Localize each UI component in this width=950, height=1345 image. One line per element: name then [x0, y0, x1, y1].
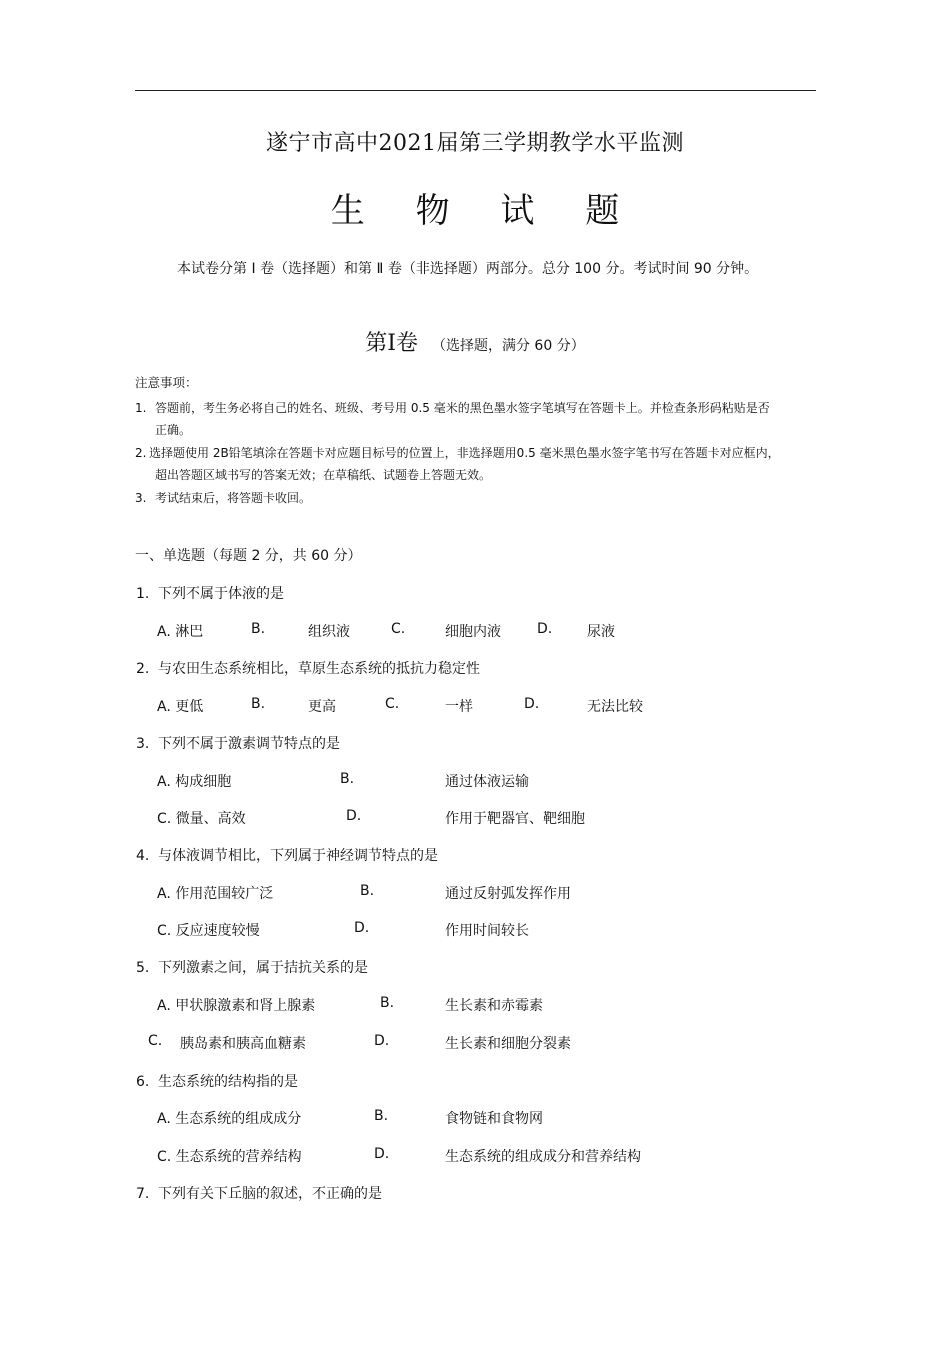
section1-heading: 一、单选题（每题 2 分，共 60 分） [135, 548, 362, 564]
note-text: 选择题使用 2B铅笔填涂在答题卡对应题目标号的位置上，非选择题用0.5 毫米黑色墨水签字笔书写在答题卡对应框内， [149, 446, 780, 460]
question-stem: 下列激素之间，属于拮抗关系的是 [158, 960, 368, 976]
part1-title [0, 326, 950, 357]
question-3: 3. 下列不属于激素调节特点的是 [136, 736, 340, 752]
school-title: 遂宁市高中2021届第三学期教学水平监测 [266, 131, 684, 156]
question-stem: 下列不属于激素调节特点的是 [158, 736, 340, 752]
note-text: 答题前，考生务必将自己的姓名、班级、考号用 0.5 毫米的黑色墨水签字笔填写在答题卡上。并检查条形码粘贴是否 [155, 401, 770, 415]
option-4a[interactable]: A. 作用范围较广泛 [157, 886, 274, 902]
part1-title-main: 第Ⅰ卷 [365, 331, 418, 356]
option-5d-text: 生长素和细胞分裂素 [445, 1036, 571, 1052]
option-1a[interactable]: A. 淋巴 [157, 624, 204, 640]
question-7: 7. 下列有关下丘脑的叙述，不正确的是 [136, 1186, 382, 1202]
option-2a[interactable]: A. 更低 [157, 699, 204, 715]
question-4: 4. 与体液调节相比，下列属于神经调节特点的是 [136, 848, 438, 864]
option-4b-text: 通过反射弧发挥作用 [445, 886, 571, 902]
option-2b-letter[interactable]: B. [251, 696, 266, 712]
option-4c[interactable]: C. 反应速度较慢 [157, 923, 260, 939]
part1-title-sub: （选择题，满分 60 分） [431, 338, 585, 354]
option-5b-text: 生长素和赤霉素 [445, 998, 543, 1014]
option-2b-text: 更高 [308, 699, 336, 715]
question-stem: 与体液调节相比，下列属于神经调节特点的是 [158, 848, 438, 864]
option-3c[interactable]: C. 微量、高效 [157, 811, 246, 827]
note-number: 1. [135, 401, 147, 415]
note-item-1 [135, 397, 816, 441]
note-number: 3. [135, 491, 147, 505]
option-6d-letter[interactable]: D. [374, 1146, 390, 1162]
option-1c-text: 细胞内液 [445, 624, 501, 640]
option-1b-text: 组织液 [308, 624, 350, 640]
note-number: 2. [135, 446, 147, 460]
option-1d-letter[interactable]: D. [537, 621, 553, 637]
option-5a[interactable]: A. 甲状腺激素和肾上腺素 [157, 998, 316, 1014]
option-1c-letter[interactable]: C. [391, 621, 406, 637]
question-stem: 下列有关下丘脑的叙述，不正确的是 [158, 1186, 382, 1202]
option-5c-text: 胰岛素和胰高血糖素 [180, 1036, 306, 1052]
intro-paragraph: 本试卷分第 Ⅰ 卷（选择题）和第 Ⅱ 卷（非选择题）两部分。总分 100 分。考试时间 90 分钟。 [177, 261, 759, 277]
option-6c[interactable]: C. 生态系统的营养结构 [157, 1149, 302, 1165]
question-stem: 下列不属于体液的是 [158, 586, 284, 602]
note-item-2 [135, 442, 816, 486]
question-stem: 生态系统的结构指的是 [158, 1074, 298, 1090]
option-2c-text: 一样 [445, 699, 473, 715]
option-1d-text: 尿液 [587, 624, 615, 640]
option-5c-letter[interactable]: C. [148, 1033, 163, 1049]
option-3a[interactable]: A. 构成细胞 [157, 774, 232, 790]
question-stem: 与农田生态系统相比，草原生态系统的抵抗力稳定性 [158, 661, 480, 677]
top-rule [135, 90, 816, 91]
option-3d-letter[interactable]: D. [346, 808, 362, 824]
option-6b-letter[interactable]: B. [374, 1108, 389, 1124]
question-2: 2. 与农田生态系统相比，草原生态系统的抵抗力稳定性 [136, 661, 480, 677]
option-1b-letter[interactable]: B. [251, 621, 266, 637]
option-6a[interactable]: A. 生态系统的组成成分 [157, 1111, 302, 1127]
note-text-continued: 正确。 [155, 423, 192, 437]
option-3d-text: 作用于靶器官、靶细胞 [445, 811, 585, 827]
question-5: 5. 下列激素之间，属于拮抗关系的是 [136, 960, 368, 976]
note-text-continued: 超出答题区域书写的答案无效；在草稿纸、试题卷上答题无效。 [155, 468, 492, 482]
note-item-3 [135, 487, 816, 509]
subject-title: 生 物 试 题 [330, 191, 640, 231]
option-2d-letter[interactable]: D. [524, 696, 540, 712]
option-5d-letter[interactable]: D. [374, 1033, 390, 1049]
option-6b-text: 食物链和食物网 [445, 1111, 543, 1127]
question-1: 1. 下列不属于体液的是 [136, 586, 284, 602]
option-2d-text: 无法比较 [587, 699, 643, 715]
option-4d-letter[interactable]: D. [354, 920, 370, 936]
option-4d-text: 作用时间较长 [445, 923, 529, 939]
notes-heading: 注意事项： [135, 375, 198, 390]
option-5b-letter[interactable]: B. [380, 995, 395, 1011]
option-2c-letter[interactable]: C. [385, 696, 400, 712]
option-3b-text: 通过体液运输 [445, 774, 529, 790]
note-text: 考试结束后，将答题卡收回。 [155, 491, 312, 505]
option-3b-letter[interactable]: B. [340, 771, 355, 787]
question-6: 6. 生态系统的结构指的是 [136, 1074, 298, 1090]
option-4b-letter[interactable]: B. [360, 883, 375, 899]
option-6d-text: 生态系统的组成成分和营养结构 [445, 1149, 641, 1165]
